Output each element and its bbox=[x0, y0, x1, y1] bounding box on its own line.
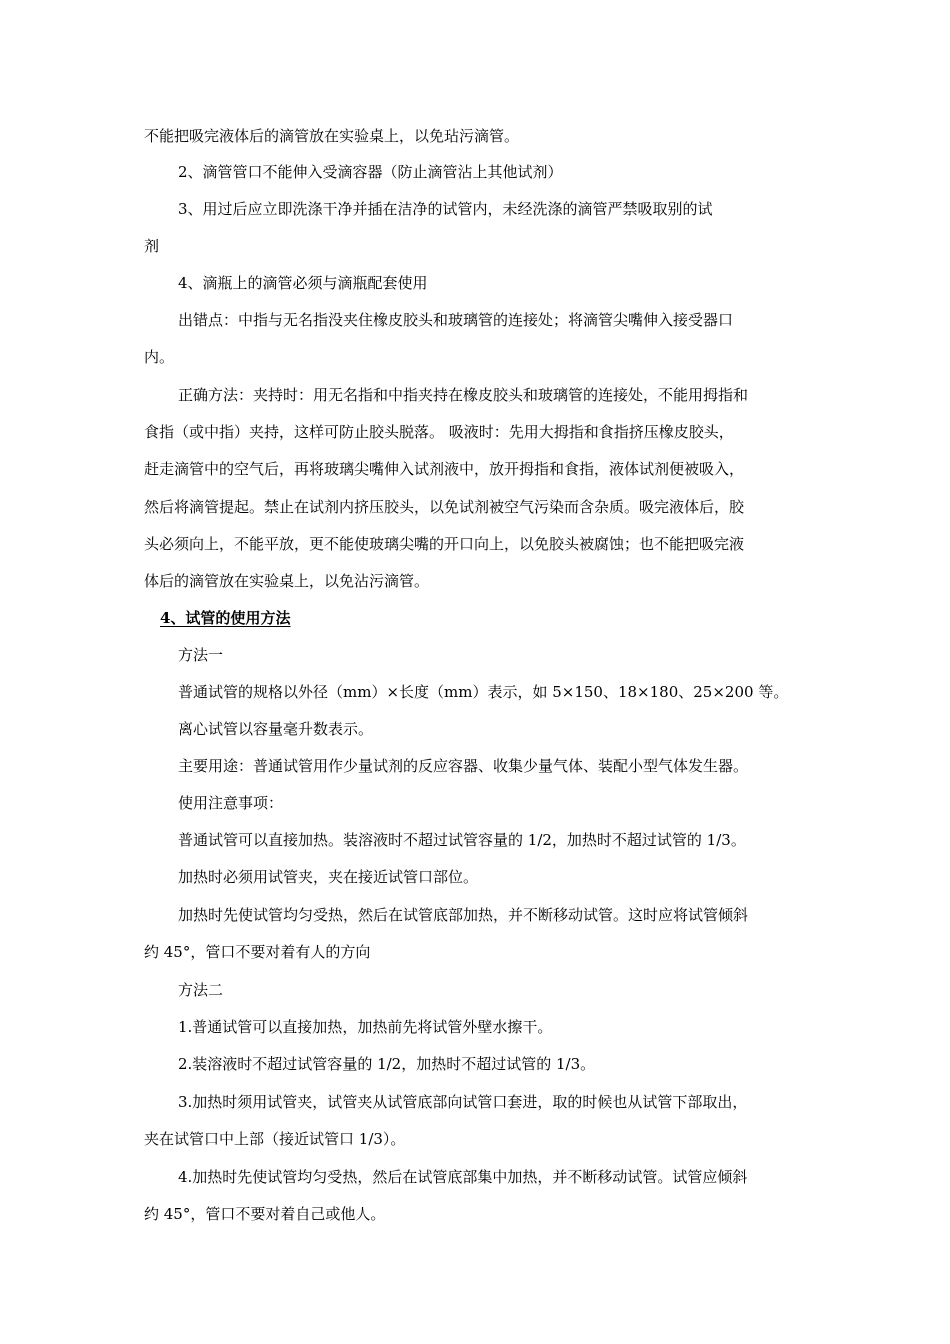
text-line: 赶走滴管中的空气后，再将玻璃尖嘴伸入试剂液中，放开拇指和食指，液体试剂便被吸入， bbox=[144, 460, 745, 478]
text-line: 头必须向上，不能平放，更不能使玻璃尖嘴的开口向上，以免胶头被腐蚀；也不能把吸完液 bbox=[144, 535, 745, 553]
text-line: 主要用途：普通试管用作少量试剂的反应容器、收集少量气体、装配小型气体发生器。 bbox=[178, 757, 749, 775]
text-line: 夹在试管口中上部（接近试管口 1/3）。 bbox=[144, 1130, 406, 1148]
text-line: 约 45°，管口不要对着自己或他人。 bbox=[144, 1205, 386, 1223]
text-line: 4.加热时先使试管均匀受热，然后在试管底部集中加热，并不断移动试管。试管应倾斜 bbox=[178, 1168, 748, 1186]
text-line: 方法一 bbox=[178, 646, 224, 664]
text-line: 使用注意事项： bbox=[178, 794, 284, 812]
text-line: 1.普通试管可以直接加热，加热前先将试管外壁水擦干。 bbox=[178, 1018, 553, 1036]
text-line: 然后将滴管提起。禁止在试剂内挤压胶头，以免试剂被空气污染而含杂质。吸完液体后，胶 bbox=[144, 498, 745, 516]
text-line: 2、滴管管口不能伸入受滴容器（防止滴管沾上其他试剂） bbox=[178, 163, 563, 181]
text-line: 剂 bbox=[144, 237, 160, 255]
text-line: 不能把吸完液体后的滴管放在实验桌上，以免玷污滴管。 bbox=[144, 127, 520, 145]
text-line: 约 45°，管口不要对着有人的方向 bbox=[144, 943, 371, 961]
text-line: 体后的滴管放在实验桌上，以免沾污滴管。 bbox=[144, 572, 430, 590]
text-line: 2.装溶液时不超过试管容量的 1/2，加热时不超过试管的 1/3。 bbox=[178, 1055, 596, 1073]
text-line: 加热时必须用试管夹，夹在接近试管口部位。 bbox=[178, 868, 479, 886]
text-line: 食指（或中指）夹持，这样可防止胶头脱落。 吸液时：先用大拇指和食指挤压橡皮胶头， bbox=[144, 423, 734, 441]
text-line: 普通试管的规格以外径（mm）×长度（mm）表示，如 5×150、18×180、25×200 等。 bbox=[178, 683, 789, 701]
text-line: 3.加热时须用试管夹，试管夹从试管底部向试管口套进，取的时候也从试管下部取出， bbox=[178, 1093, 748, 1111]
text-line: 离心试管以容量毫升数表示。 bbox=[178, 720, 374, 738]
text-line: 加热时先使试管均匀受热，然后在试管底部加热，并不断移动试管。这时应将试管倾斜 bbox=[178, 906, 749, 924]
text-line: 内。 bbox=[144, 348, 175, 366]
text-line: 出错点：中指与无名指没夹住橡皮胶头和玻璃管的连接处；将滴管尖嘴伸入接受器口 bbox=[178, 311, 734, 329]
text-line: 4、滴瓶上的滴管必须与滴瓶配套使用 bbox=[178, 274, 428, 292]
text-line: 正确方法：夹持时：用无名指和中指夹持在橡皮胶头和玻璃管的连接处，不能用拇指和 bbox=[178, 386, 749, 404]
text-line: 普通试管可以直接加热。装溶液时不超过试管容量的 1/2，加热时不超过试管的 1/3。 bbox=[178, 831, 746, 849]
text-line: 3、用过后应立即洗涤干净并插在洁净的试管内，未经洗涤的滴管严禁吸取别的试 bbox=[178, 200, 713, 218]
section-heading: 4、试管的使用方法 bbox=[160, 609, 291, 627]
text-line: 方法二 bbox=[178, 981, 224, 999]
